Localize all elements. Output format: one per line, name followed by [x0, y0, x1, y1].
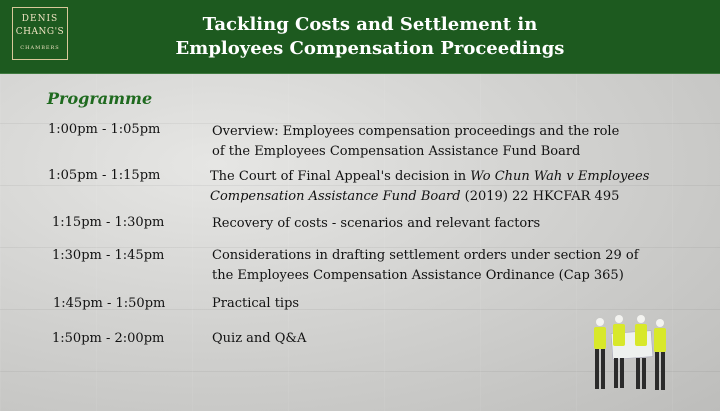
agenda-time: 1:05pm - 1:15pm [48, 168, 161, 183]
agenda-text: Recovery of costs - scenarios and relevant factors [212, 216, 541, 231]
chambers-logo [12, 7, 68, 60]
logo-line-3: CHAMBERS [20, 45, 60, 51]
case-name-italic: Compensation Assistance Fund Board [210, 189, 461, 204]
agenda-description [212, 214, 540, 234]
agenda-description [212, 294, 299, 314]
agenda-time: 1:15pm - 1:30pm [52, 215, 165, 230]
agenda-line [212, 142, 619, 162]
agenda-description [212, 122, 619, 162]
agenda-text: Quiz and Q&A [212, 331, 307, 346]
agenda-description [212, 329, 306, 349]
agenda-text: Practical tips [212, 296, 300, 311]
agenda-line [212, 266, 639, 286]
agenda-time: 1:50pm - 2:00pm [52, 331, 165, 346]
agenda-text: the Employees Compensation Assistance Ordinance (Cap 365) [212, 268, 624, 283]
agenda-description [210, 167, 649, 207]
agenda-time: 1:00pm - 1:05pm [48, 122, 161, 137]
agenda-line [210, 187, 649, 207]
agenda-line [212, 294, 299, 314]
logo-line-2: CHANG'S [15, 27, 65, 37]
construction-workers-photo [586, 310, 678, 396]
page-title-line-1: Tackling Costs and Settlement in [202, 14, 538, 35]
agenda-time: 1:30pm - 1:45pm [52, 248, 165, 263]
agenda-line [210, 167, 649, 187]
agenda-text: of the Employees Compensation Assistance Fund Board [212, 144, 581, 159]
header-bar [0, 0, 720, 74]
agenda-line [212, 122, 619, 142]
logo-line-1: DENIS [21, 14, 59, 24]
agenda-description [212, 246, 639, 286]
agenda-line [212, 246, 639, 266]
agenda-time: 1:45pm - 1:50pm [53, 296, 166, 311]
page-title-line-2: Employees Compensation Proceedings [175, 38, 565, 59]
citation-text: (2019) 22 HKCFAR 495 [460, 189, 620, 204]
case-name-italic: Wo Chun Wah v Employees [470, 169, 650, 184]
agenda-line [212, 329, 306, 349]
agenda-line [212, 214, 540, 234]
agenda-text: The Court of Final Appeal's decision in [210, 169, 471, 184]
agenda-text: Considerations in drafting settlement orders under section 29 of [212, 248, 639, 263]
programme-heading: Programme [47, 89, 153, 108]
agenda-text: Overview: Employees compensation proceedings and the role [212, 124, 620, 139]
